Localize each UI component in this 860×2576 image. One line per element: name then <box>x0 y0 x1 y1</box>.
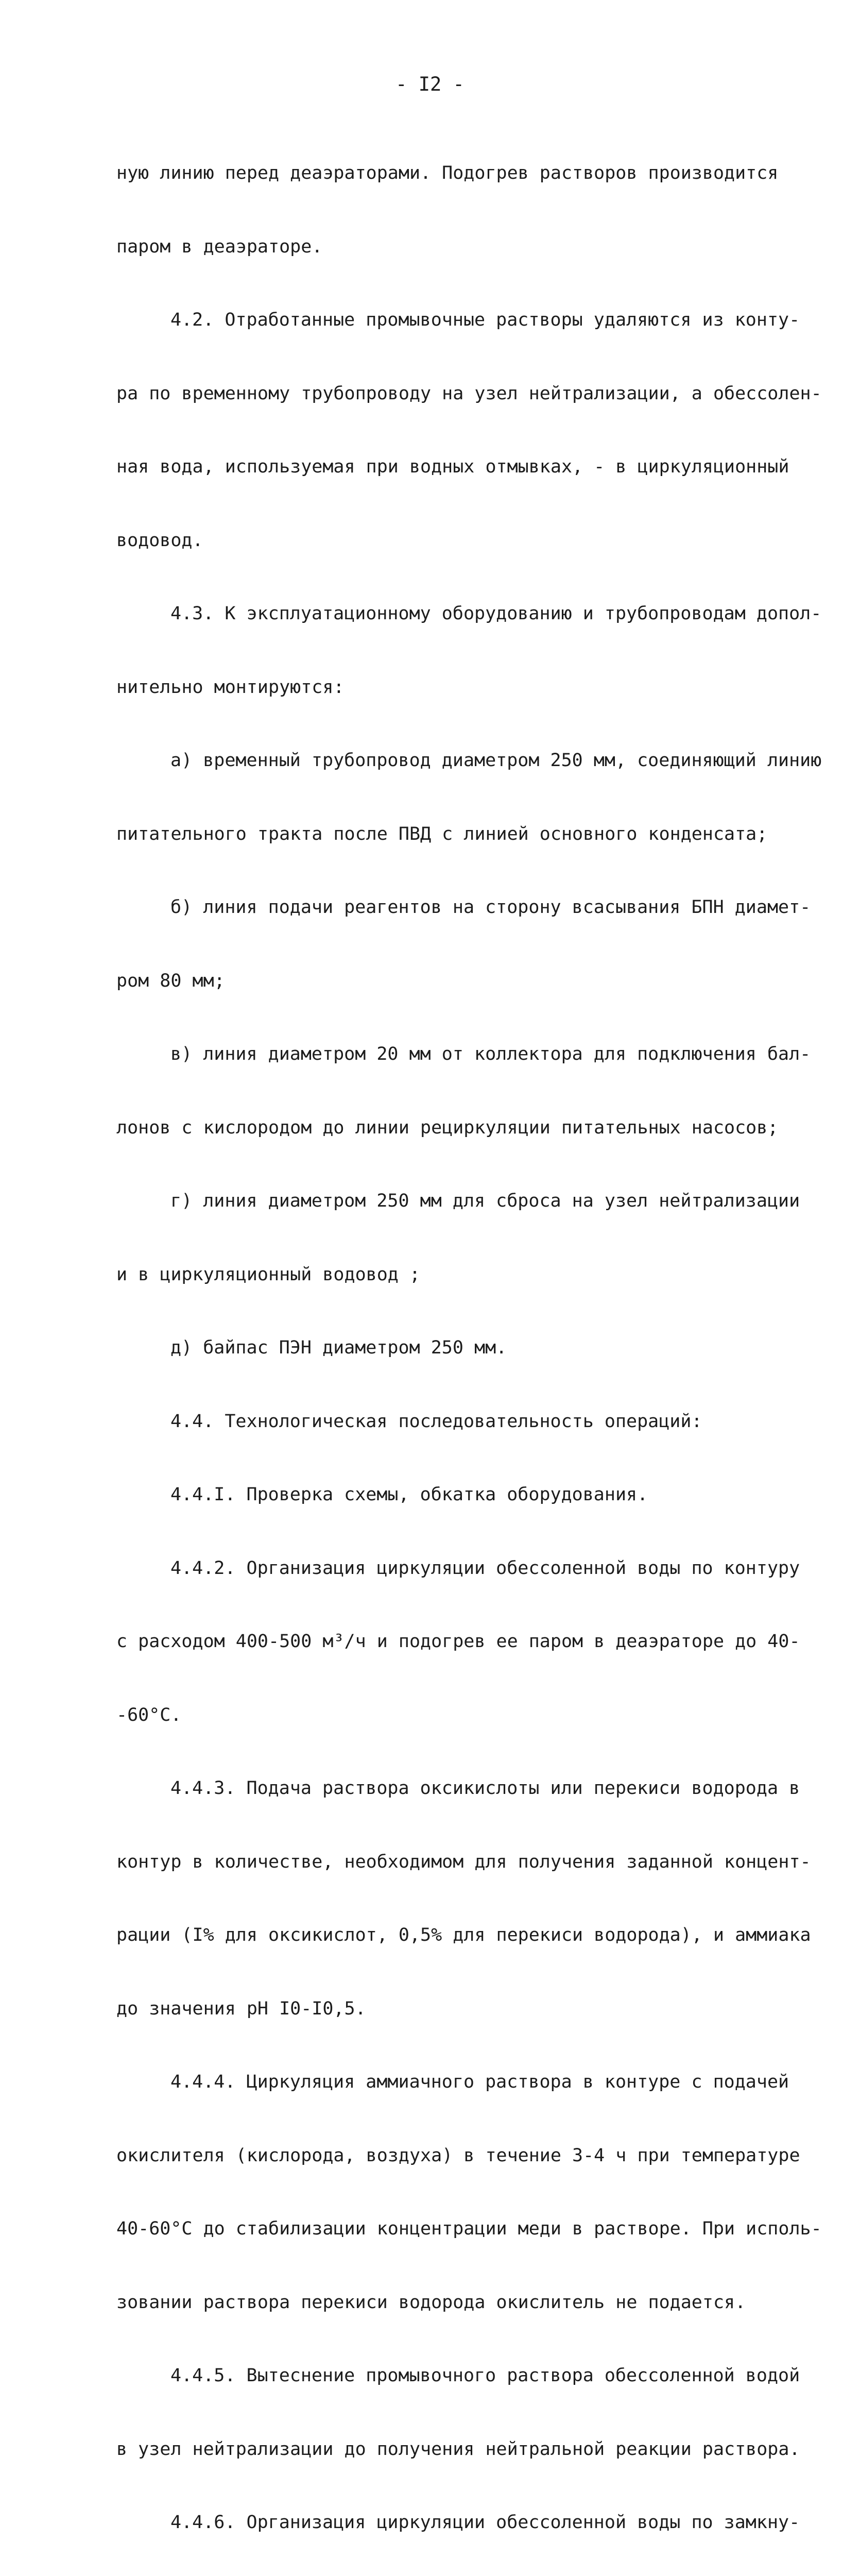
text-line: нительно монтируются: <box>116 676 345 698</box>
text-line: 4.4. Технологическая последовательность операций: <box>170 1411 702 1432</box>
text-line: ную линию перед деаэраторами. Подогрев растворов производится <box>116 163 779 183</box>
text-line: 40-60°С до стабилизации концентрации меди в растворе. При исполь- <box>116 2218 822 2239</box>
text-line: ром 80 мм; <box>116 970 225 991</box>
text-line: б) линия подачи реагентов на сторону всасывания БПН диамет- <box>170 897 811 918</box>
text-line: 4.4.3. Подача раствора оксикислоты или перекиси водорода в <box>170 1778 800 1799</box>
text-line: 4.4.4. Циркуляция аммиачного раствора в контуре с подачей <box>170 2072 789 2092</box>
text-line: окислителя (кислорода, воздуха) в течение 3-4 ч при температуре <box>116 2145 800 2166</box>
text-line: ная вода, используемая при водных отмывках, - в циркуляционный <box>116 456 789 477</box>
page-number: - I2 - <box>395 73 465 95</box>
text-line: до значения рН I0-I0,5. <box>116 1998 366 2019</box>
text-line: водовод. <box>116 530 203 551</box>
text-line: и в циркуляционный водовод ; <box>116 1264 421 1285</box>
text-line: лонов с кислородом до линии рециркуляции питательных насосов; <box>116 1117 779 1138</box>
text-line: паром в деаэраторе. <box>116 236 323 257</box>
text-line: в) линия диаметром 20 мм от коллектора для подключения бал- <box>170 1044 811 1064</box>
text-line: 4.2. Отработанные промывочные растворы удаляются из конту- <box>170 310 800 330</box>
text-line: с расходом 400-500 м³/ч и подогрев ее паром в деаэраторе до 40- <box>116 1631 800 1652</box>
text-line: ра по временному трубопроводу на узел нейтрализации, а обессолен- <box>116 383 822 404</box>
text-line: 4.4.6. Организация циркуляции обессоленной воды по замкну- <box>170 2512 800 2533</box>
text-line: а) временный трубопровод диаметром 250 мм, соединяющий линию <box>170 750 822 771</box>
text-line: в узел нейтрализации до получения нейтральной реакции раствора. <box>116 2438 800 2460</box>
text-line: 4.3. К эксплуатационному оборудованию и трубопроводам допол- <box>170 603 822 624</box>
body-text <box>116 112 822 2576</box>
text-line: рации (I% для оксикислот, 0,5% для перекиси водорода), и аммиака <box>116 1925 811 1945</box>
text-line: -60°С. <box>116 1704 182 1725</box>
text-line: 4.4.2. Организация циркуляции обессоленной воды по контуру <box>170 1557 800 1579</box>
text-line: питательного тракта после ПВД с линией основного конденсата; <box>116 823 768 844</box>
text-line: д) байпас ПЭН диаметром 250 мм. <box>170 1337 507 1358</box>
text-line: 4.4.I. Проверка схемы, обкатка оборудования. <box>170 1484 648 1505</box>
text-line: контур в количестве, необходимом для получения заданной концент- <box>116 1851 811 1872</box>
text-line: 4.4.5. Вытеснение промывочного раствора обессоленной водой <box>170 2365 800 2386</box>
text-line: зовании раствора перекиси водорода окислитель не подается. <box>116 2292 746 2313</box>
text-line: г) линия диаметром 250 мм для сброса на узел нейтрализации <box>170 1191 800 1211</box>
